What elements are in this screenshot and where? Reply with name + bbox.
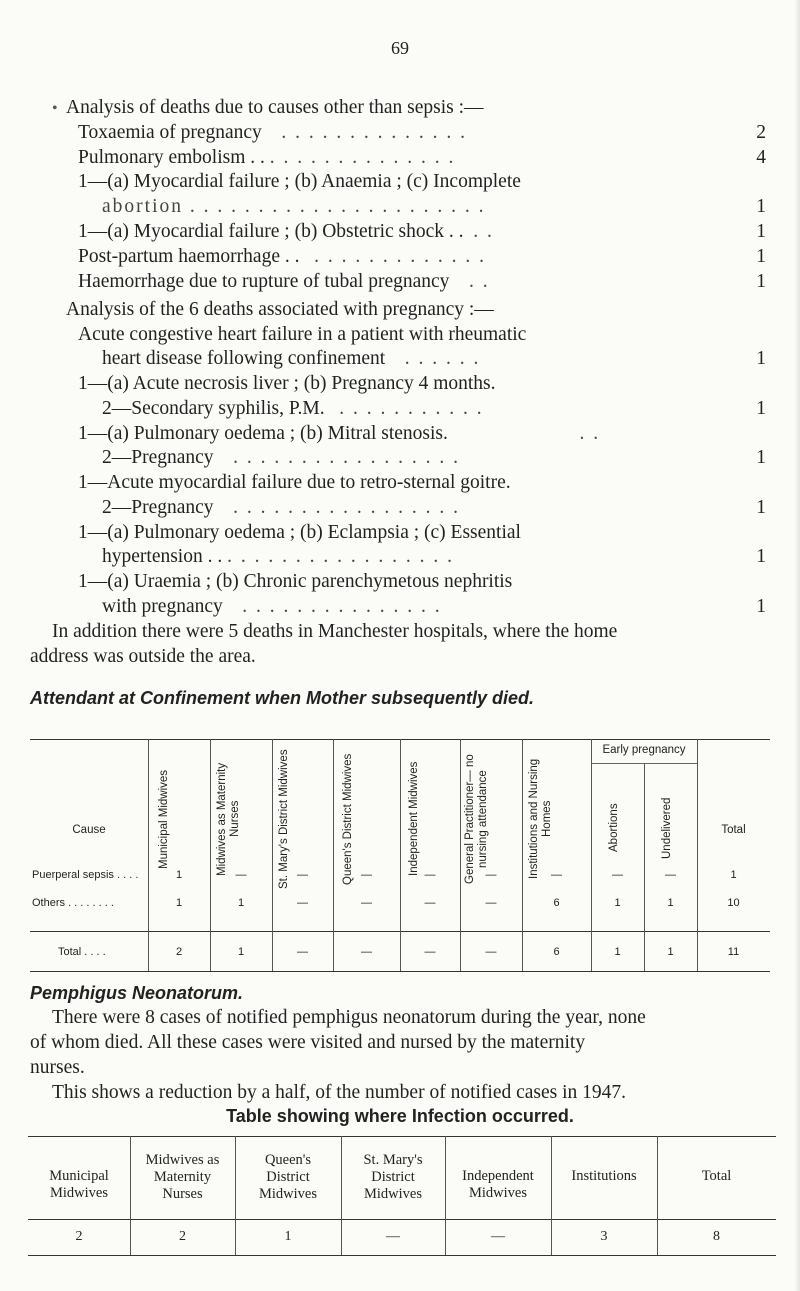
addition-paragraph-line1: In addition there were 5 deaths in Manchester hospitals, where the home xyxy=(52,621,618,642)
table-cell: 8 xyxy=(713,1229,720,1244)
table-cell: 6 xyxy=(553,897,560,909)
table-cell: — xyxy=(551,869,562,881)
table-cell: — xyxy=(424,897,436,909)
item-count: 1 xyxy=(756,596,766,617)
attendant-heading: Attendant at Confinement when Mother subsequently died. xyxy=(30,688,535,708)
header-total: Total xyxy=(701,1168,732,1184)
pemphigus-reduction-text: This shows a reduction by a half, of the number of notified cases in 1947. xyxy=(52,1082,627,1103)
table-cell: — xyxy=(424,869,436,881)
col-header-municipal-midwives: Municipal Midwives xyxy=(158,769,170,869)
table-cell: — xyxy=(361,946,372,958)
item-count: 4 xyxy=(756,147,766,168)
list-item: 1—Acute myocardial failure due to retro-sternal goitre. xyxy=(78,472,511,493)
item-count: 1 xyxy=(756,271,766,292)
header-institutions: Institutions xyxy=(571,1168,637,1184)
header-st-marys-district: St. Mary's District Midwives xyxy=(363,1152,423,1202)
list-item: Pulmonary embolism . . . . . . . . . . . . . . . . xyxy=(78,147,456,168)
list-item-continuation: 2—Pregnancy . . . . . . . . . . . . . . . . . xyxy=(102,497,460,518)
list-item-continuation: abortion . . . . . . . . . . . . . . . . . . . . . . xyxy=(102,196,486,217)
list-item-continuation: with pregnancy . . . . . . . . . . . . . . . xyxy=(102,596,442,617)
table-cell: — xyxy=(665,869,676,881)
header-queens-district: Queen's District Midwives xyxy=(259,1152,317,1202)
list-item-continuation: 2—Pregnancy . . . . . . . . . . . . . . . . . xyxy=(102,447,460,468)
infection-table xyxy=(28,1136,776,1256)
list-item: Toxaemia of pregnancy . . . . . . . . . . . . . . xyxy=(78,122,467,143)
table-cell: — xyxy=(297,946,308,958)
table-cell: 1 xyxy=(667,946,674,958)
table-cell: — xyxy=(386,1229,400,1244)
list-item: 1—(a) Myocardial failure ; (b) Anaemia ; (c) Incomplete xyxy=(78,171,521,192)
header-independent-midwives: Independent Midwives xyxy=(462,1168,534,1201)
table-cell: 1 xyxy=(614,946,621,958)
list-item: 1—(a) Pulmonary oedema ; (b) Mitral stenosis. . . xyxy=(78,423,601,444)
row-label: Puerperal sepsis . . . . xyxy=(32,869,139,881)
analysis2-heading: Analysis of the 6 deaths associated with pregnancy :— xyxy=(66,299,494,320)
table-cell: — xyxy=(361,869,372,881)
table-cell: 1 xyxy=(237,946,245,958)
table-cell: 11 xyxy=(727,946,740,958)
table-cell: 2 xyxy=(175,946,183,958)
analysis1-heading: Analysis of deaths due to causes other than sepsis :— xyxy=(66,97,484,118)
item-count: 1 xyxy=(756,497,766,518)
page-number: 69 xyxy=(391,38,409,58)
attendant-table xyxy=(30,739,770,972)
pemphigus-paragraph-line2: of whom died. All these cases were visited and nursed by the maternity xyxy=(30,1032,586,1053)
table-cell: 1 xyxy=(175,869,183,881)
col-header-st-marys: St. Mary's District Midwives xyxy=(278,749,290,889)
col-header-undelivered: Undelivered xyxy=(661,797,673,859)
list-item: Acute congestive heart failure in a patient with rheumatic xyxy=(78,324,527,345)
col-header-queens: Queen's District Midwives xyxy=(342,753,354,885)
early-pregnancy-header: Early pregnancy xyxy=(602,744,686,756)
item-count: 1 xyxy=(756,348,766,369)
list-item-continuation: heart disease following confinement . . . . . . xyxy=(102,348,481,369)
table-cell: 1 xyxy=(175,897,183,909)
list-item: Haemorrhage due to rupture of tubal pregnancy . . xyxy=(78,271,490,292)
list-item: 1—(a) Uraemia ; (b) Chronic parenchymetous nephritis xyxy=(78,571,513,592)
list-item-continuation: hypertension . . . . . . . . . . . . . . . . . . . xyxy=(102,546,454,567)
table-cell: 6 xyxy=(553,946,560,958)
col-header-independent: Independent Midwives xyxy=(408,761,420,877)
table-cell: 1 xyxy=(237,897,245,909)
bullet-mark: • xyxy=(52,100,58,117)
item-count: 1 xyxy=(756,196,766,217)
item-count: 1 xyxy=(756,447,766,468)
cause-header: Cause xyxy=(72,824,106,836)
item-count: 1 xyxy=(756,221,766,242)
table-cell: 3 xyxy=(600,1229,608,1244)
pemphigus-heading: Pemphigus Neonatorum. xyxy=(30,983,244,1003)
row-label: Total . . . . xyxy=(58,946,106,958)
row-label: Others . . . . . . . . xyxy=(32,897,114,909)
table-cell: 2 xyxy=(179,1229,186,1244)
table-cell: 1 xyxy=(730,869,737,881)
table-cell: — xyxy=(612,869,623,881)
item-count: 1 xyxy=(756,546,766,567)
pemphigus-paragraph-line1: There were 8 cases of notified pemphigus neonatorum during the year, none xyxy=(52,1007,646,1028)
table-cell: — xyxy=(485,869,497,881)
list-item: 1—(a) Myocardial failure ; (b) Obstetric shock . . . . xyxy=(78,221,494,242)
item-count: 1 xyxy=(756,398,766,419)
list-item-continuation: 2—Secondary syphilis, P.M. . . . . . . . . . . . xyxy=(102,398,484,419)
col-header-abortions: Abortions xyxy=(608,803,620,853)
list-item: 1—(a) Acute necrosis liver ; (b) Pregnancy 4 months. xyxy=(78,373,496,394)
item-count: 2 xyxy=(756,122,766,143)
col-header-total: Total xyxy=(721,824,746,836)
table-cell: — xyxy=(235,869,247,881)
list-item: 1—(a) Pulmonary oedema ; (b) Eclampsia ; (c) Essential xyxy=(78,522,521,543)
table-cell: — xyxy=(361,897,372,909)
table-cell: 1 xyxy=(614,897,621,909)
col-header-general-practitioner: General Practitioner— no nursing attendance xyxy=(464,754,489,884)
table-cell: 10 xyxy=(727,897,740,909)
table-cell: — xyxy=(485,946,497,958)
table-cell: — xyxy=(297,897,308,909)
table-cell: — xyxy=(297,869,308,881)
table-cell: 1 xyxy=(284,1229,292,1244)
addition-paragraph-line2: address was outside the area. xyxy=(30,646,256,667)
pemphigus-paragraph-line3: nurses. xyxy=(30,1057,85,1078)
table-cell: 1 xyxy=(667,897,674,909)
header-midwives-maternity-nurses: Midwives as Maternity Nurses xyxy=(145,1152,220,1202)
header-municipal-midwives: Municipal Midwives xyxy=(49,1168,109,1201)
col-header-midwives-maternity-nurses: Midwives as Maternity Nurses xyxy=(216,762,241,876)
table-cell: — xyxy=(424,946,436,958)
table-cell: 2 xyxy=(75,1229,83,1244)
list-item: Post-partum haemorrhage . . . . . . . . . . . . . . . xyxy=(78,246,486,267)
table-cell: — xyxy=(485,897,497,909)
col-header-institutions: Institutions and Nursing Homes xyxy=(528,758,553,880)
page-edge xyxy=(794,0,800,1291)
table-cell: — xyxy=(491,1229,505,1244)
item-count: 1 xyxy=(756,246,766,267)
infection-table-heading: Table showing where Infection occurred. xyxy=(226,1106,574,1126)
